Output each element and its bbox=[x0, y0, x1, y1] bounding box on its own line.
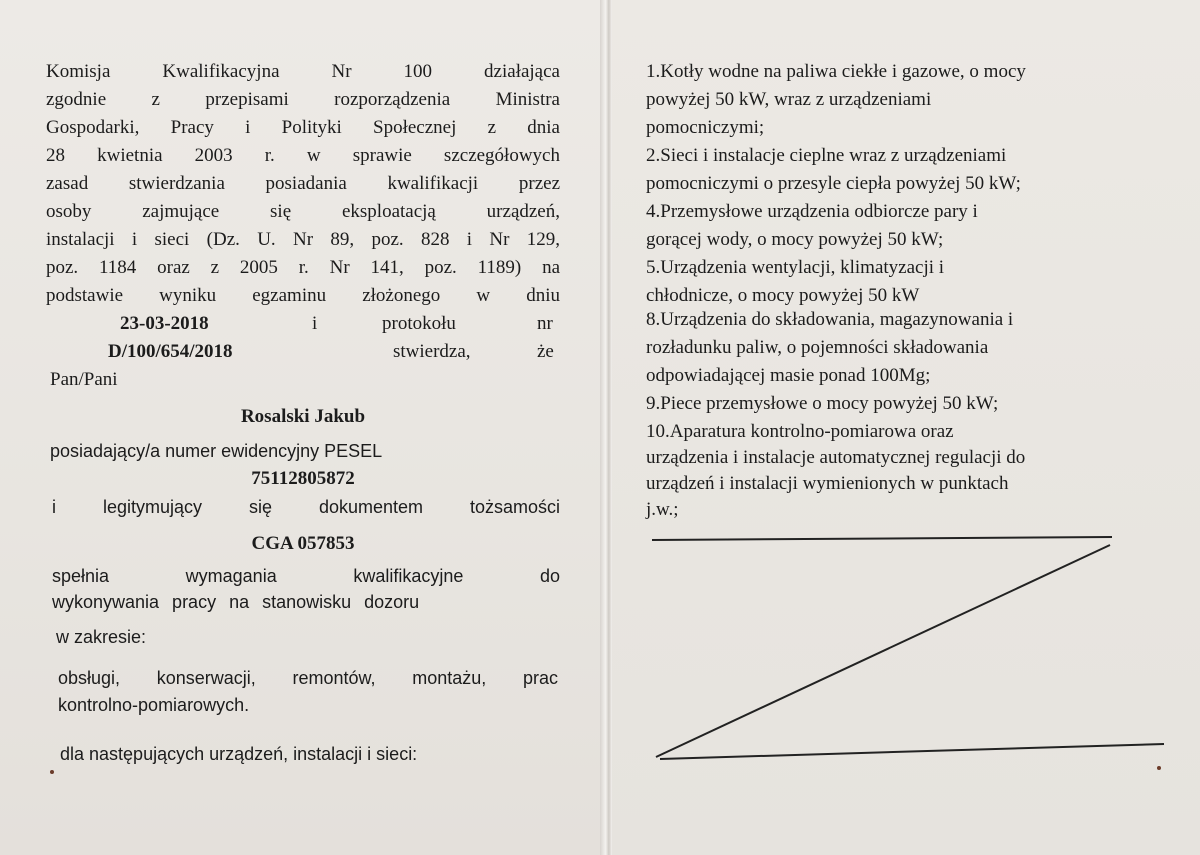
intro-line: zgodnie z przepisami rozporządzenia Ministra bbox=[46, 89, 560, 110]
z-strike-mark bbox=[612, 0, 1200, 855]
device-line: odpowiadającej masie ponad 100Mg; bbox=[646, 365, 931, 386]
protocol-label: protokołu bbox=[382, 313, 456, 334]
device-line: chłodnicze, o mocy powyżej 50 kW bbox=[646, 285, 920, 306]
pesel-label: posiadający/a numer ewidencyjny PESEL bbox=[50, 441, 383, 461]
scope-label: w zakresie: bbox=[56, 627, 147, 647]
conjunction-i: i bbox=[312, 313, 318, 334]
device-line: 1.Kotły wodne na paliwa ciekłe i gazowe, o mocy bbox=[646, 61, 1026, 82]
scope-line: kontrolno-pomiarowych. bbox=[58, 695, 250, 715]
meets-requirements-line: spełnia wymagania kwalifikacyjne do bbox=[52, 566, 560, 586]
device-line: urządzenia i instalacje automatycznej regulacji do bbox=[646, 447, 1026, 468]
intro-line: podstawie wyniku egzaminu złożonego w dniu bbox=[46, 285, 560, 306]
intro-line: osoby zajmujące się eksploatacją urządzeń, bbox=[46, 201, 560, 222]
protocol-number: D/100/654/2018 bbox=[108, 341, 233, 362]
ink-speck bbox=[1157, 766, 1161, 770]
intro-line: Gospodarki, Pracy i Polityki Społecznej z dnia bbox=[46, 117, 560, 138]
intro-line: zasad stwierdzania posiadania kwalifikacji przez bbox=[46, 173, 560, 194]
pan-pani-label: Pan/Pani bbox=[50, 369, 118, 390]
protocol-nr-label: nr bbox=[537, 313, 553, 334]
z-strike-bottom-line bbox=[660, 744, 1164, 759]
id-document-line: i legitymujący się dokumentem tożsamości bbox=[52, 497, 560, 517]
scope-line: obsługi, konserwacji, remontów, montażu, prac bbox=[58, 668, 558, 688]
device-line: pomocniczymi; bbox=[646, 117, 765, 138]
z-strike-top-line bbox=[652, 537, 1112, 540]
intro-line: instalacji i sieci (Dz. U. Nr 89, poz. 828 i Nr 129, bbox=[46, 229, 560, 250]
device-line: 8.Urządzenia do składowania, magazynowania i bbox=[646, 309, 1014, 330]
device-line: 4.Przemysłowe urządzenia odbiorcze pary i bbox=[646, 201, 978, 222]
device-line: powyżej 50 kW, wraz z urządzeniami bbox=[646, 89, 932, 110]
exam-date: 23-03-2018 bbox=[120, 313, 209, 334]
certifies-word: stwierdza, bbox=[393, 341, 471, 362]
ink-speck bbox=[50, 770, 54, 774]
intro-line: Komisja Kwalifikacyjna Nr 100 działająca bbox=[46, 61, 560, 82]
device-line: gorącej wody, o mocy powyżej 50 kW; bbox=[646, 229, 944, 250]
device-line: urządzeń i instalacji wymienionych w punktach bbox=[646, 473, 1009, 494]
device-line: pomocniczymi o przesyle ciepła powyżej 50 kW; bbox=[646, 173, 1021, 194]
device-line: rozładunku paliw, o pojemności składowania bbox=[646, 337, 989, 358]
intro-line: 28 kwietnia 2003 r. w sprawie szczegółowych bbox=[46, 145, 560, 166]
device-line: 5.Urządzenia wentylacji, klimatyzacji i bbox=[646, 257, 945, 278]
position-line: wykonywania pracy na stanowisku dozoru bbox=[52, 592, 420, 612]
device-line: 9.Piece przemysłowe o mocy powyżej 50 kW; bbox=[646, 393, 999, 414]
device-line: 10.Aparatura kontrolno-pomiarowa oraz bbox=[646, 421, 954, 442]
device-line: 2.Sieci i instalacje cieplne wraz z urządzeniami bbox=[646, 145, 1007, 166]
device-line: j.w.; bbox=[646, 499, 679, 520]
id-document-number: CGA 057853 bbox=[251, 533, 355, 554]
pesel-number: 75112805872 bbox=[251, 468, 355, 489]
holder-name: Rosalski Jakub bbox=[240, 406, 366, 427]
intro-line: poz. 1184 oraz z 2005 r. Nr 141, poz. 1189) na bbox=[46, 257, 560, 278]
z-strike-diagonal bbox=[656, 545, 1110, 757]
devices-label: dla następujących urządzeń, instalacji i sieci: bbox=[60, 744, 418, 764]
that-word: że bbox=[537, 341, 554, 362]
